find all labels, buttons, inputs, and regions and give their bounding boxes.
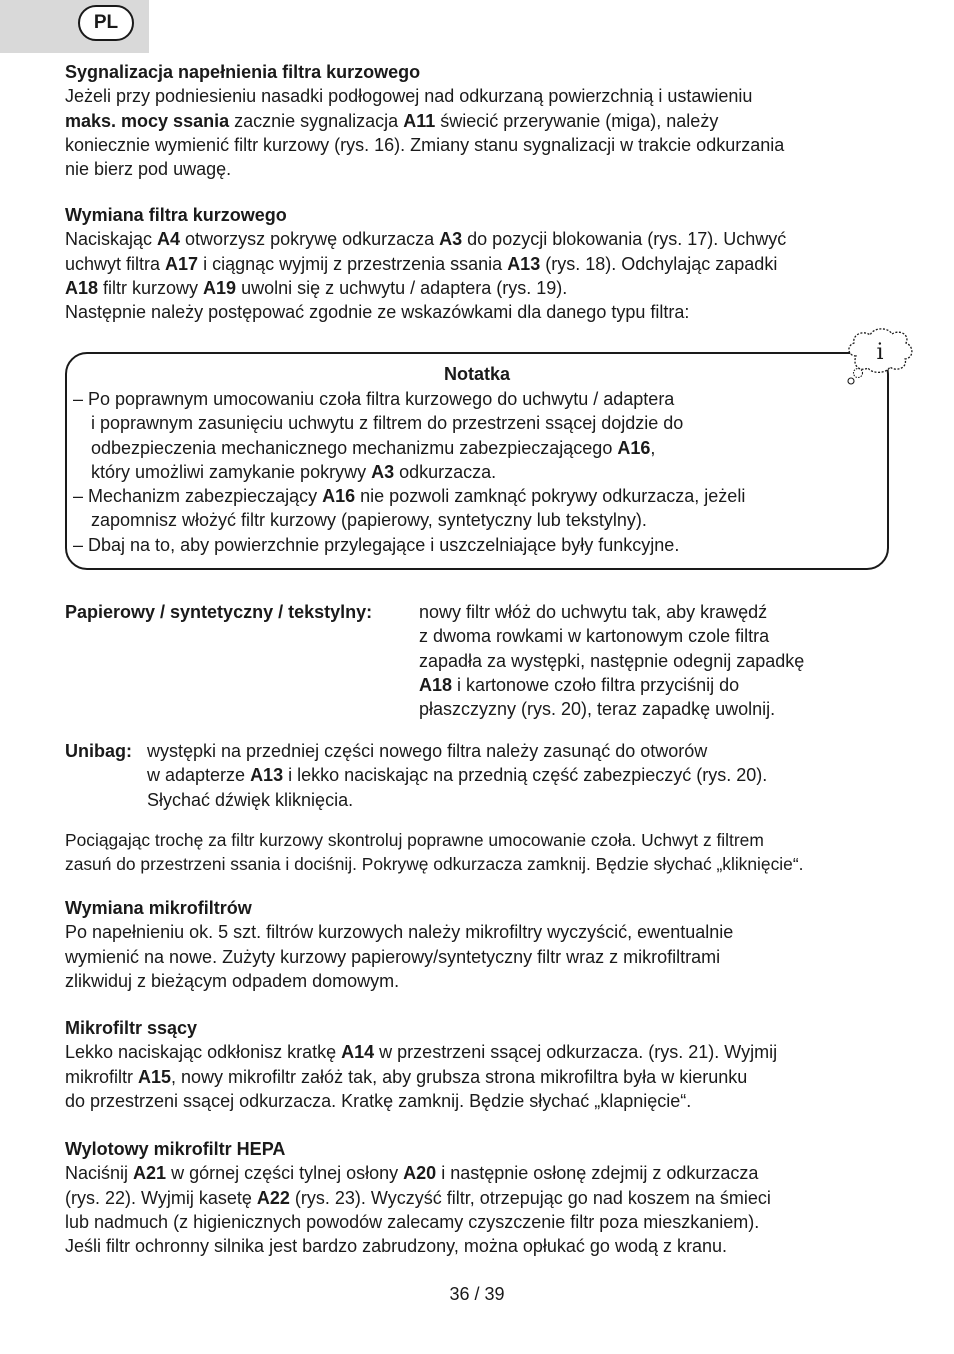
paragraph-line: zapadła za występki, następnie odegnij zapadkę [419, 650, 805, 671]
note-line: – Mechanizm zabezpieczający A16 nie pozwoli zamknąć pokrywy odkurzacza, jeżeli [73, 486, 746, 507]
paragraph-line: Po napełnieniu ok. 5 szt. filtrów kurzowych należy mikrofiltry wyczyścić, ewentualnie [65, 922, 734, 943]
paragraph-line: lub nadmuch (z higienicznych powodów zalecamy czyszczenie filtr poza mieszkaniem). [65, 1211, 760, 1232]
section-signalization [65, 60, 895, 181]
paragraph-line: występki na przedniej części nowego filtra należy zasunąć do otworów [147, 741, 708, 761]
section-check [65, 828, 945, 877]
note-line: który umożliwi zamykanie pokrywy A3 odkurzacza. [91, 461, 497, 482]
paragraph-line: Jeżeli przy podniesieniu nasadki podłogowej nad odkurzaną powierzchnią i ustawieniu [65, 86, 753, 107]
paragraph-line: zlikwiduj z bieżącym odpadem domowym. [65, 970, 400, 991]
section-title: Wymiana filtra kurzowego [65, 205, 287, 225]
section-title: Sygnalizacja napełnienia filtra kurzowego [65, 62, 421, 82]
unibag-label: Unibag: [65, 741, 132, 761]
paragraph-line: Słychać dźwięk kliknięcia. [147, 789, 354, 810]
section-microfilters [65, 896, 895, 993]
paragraph-line: w adapterze A13 i lekko naciskając na przednią część zabezpieczyć (rys. 20). [147, 765, 768, 786]
paragraph-line: Naciskając A4 otworzysz pokrywę odkurzacza A3 do pozycji blokowania (rys. 17). Uchwyć [65, 229, 787, 250]
paragraph-line: Następnie należy postępować zgodnie ze wskazówkami dla danego typu filtra: [65, 302, 690, 323]
section-hepa [65, 1137, 895, 1258]
paragraph-line: do przestrzeni ssącej odkurzacza. Kratkę zamknij. Będzie słychać „klapnięcie“. [65, 1090, 692, 1111]
section-title: Wymiana mikrofiltrów [65, 898, 252, 918]
paragraph-line: (rys. 22). Wyjmij kasetę A22 (rys. 23). Wyczyść filtr, otrzepując go nad koszem na śmieci [65, 1187, 771, 1208]
note-line: zapomnisz włożyć filtr kurzowy (papierowy, syntetyczny lub tekstylny). [91, 510, 647, 531]
paragraph-line: płaszczyzny (rys. 20), teraz zapadkę uwolnij. [419, 699, 776, 720]
page-number: 36 / 39 [449, 1284, 505, 1304]
paragraph-line: nowy filtr włóż do uchwytu tak, aby krawędź [419, 602, 768, 622]
paragraph-line: wymienić na nowe. Zużyty kurzowy papierowy/syntetyczny filtr wraz z mikrofiltrami [65, 946, 721, 967]
papier-label: Papierowy / syntetyczny / tekstylny: [65, 602, 373, 622]
section-filter-replacement [65, 203, 895, 324]
note-title: Notatka [443, 364, 510, 384]
note-line: – Po poprawnym umocowaniu czoła filtra kurzowego do uchwytu / adaptera [73, 389, 675, 409]
note-body [73, 387, 885, 557]
paragraph-line: mikrofiltr A15, nowy mikrofiltr załóż tak, aby grubsza strona mikrofiltra była w kierunku [65, 1066, 748, 1087]
note-line: – Dbaj na to, aby powierzchnie przylegające i uszczelniające były funkcyjne. [73, 534, 680, 555]
language-badge: PL [78, 5, 134, 41]
paragraph-line: koniecznie wymienić filtr kurzowy (rys. 16). Zmiany stanu sygnalizacji w trakcie odkurzania [65, 134, 785, 155]
section-suction-microfilter [65, 1016, 895, 1113]
note-line: i poprawnym zasunięciu uchwytu z filtrem do przestrzeni ssącej dojdzie do [91, 413, 684, 434]
paragraph-line: nie bierz pod uwagę. [65, 159, 232, 180]
paragraph-line: Pociągając trochę za filtr kurzowy skontroluj poprawne umocowanie czoła. Uchwyt z filtrem [65, 830, 764, 850]
paragraph-line: maks. mocy ssania zacznie sygnalizacja A11 świecić przerywanie (miga), należy [65, 110, 719, 131]
paragraph-line: Lekko naciskając odkłonisz kratkę A14 w przestrzeni ssącej odkurzacza. (rys. 21). Wyjmij [65, 1042, 778, 1063]
paragraph-line: uchwyt filtra A17 i ciągnąc wyjmij z przestrzenia ssania A13 (rys. 18). Odchylając zapadki [65, 253, 778, 274]
section-title: Mikrofiltr ssący [65, 1018, 198, 1038]
paragraph-line: Naciśnij A21 w górnej części tylnej osłony A20 i następnie osłonę zdejmij z odkurzacza [65, 1163, 759, 1184]
note-line: odbezpieczenia mechanicznego mechanizmu zabezpieczającego A16, [91, 437, 656, 458]
section-title: Wylotowy mikrofiltr HEPA [65, 1139, 286, 1159]
language-tab [0, 0, 149, 53]
papier-text [419, 600, 889, 721]
note-box [65, 352, 889, 570]
info-bubble-icon [842, 326, 916, 388]
paragraph-line: zasuń do przestrzeni ssania i dociśnij. Pokrywę odkurzacza zamknij. Będzie słychać „kliknięcie“. [65, 854, 804, 875]
paragraph-line: A18 i kartonowe czoło filtra przyciśnij do [419, 674, 740, 695]
paragraph-line: z dwoma rowkami w kartonowym czole filtra [419, 626, 770, 647]
info-letter: i [876, 340, 884, 365]
unibag-text [147, 739, 907, 812]
paragraph-line: A18 filtr kurzowy A19 uwolni się z uchwytu / adaptera (rys. 19). [65, 277, 568, 298]
paragraph-line: Jeśli filtr ochronny silnika jest bardzo zabrudzony, można opłukać go wodą z kranu. [65, 1236, 728, 1257]
